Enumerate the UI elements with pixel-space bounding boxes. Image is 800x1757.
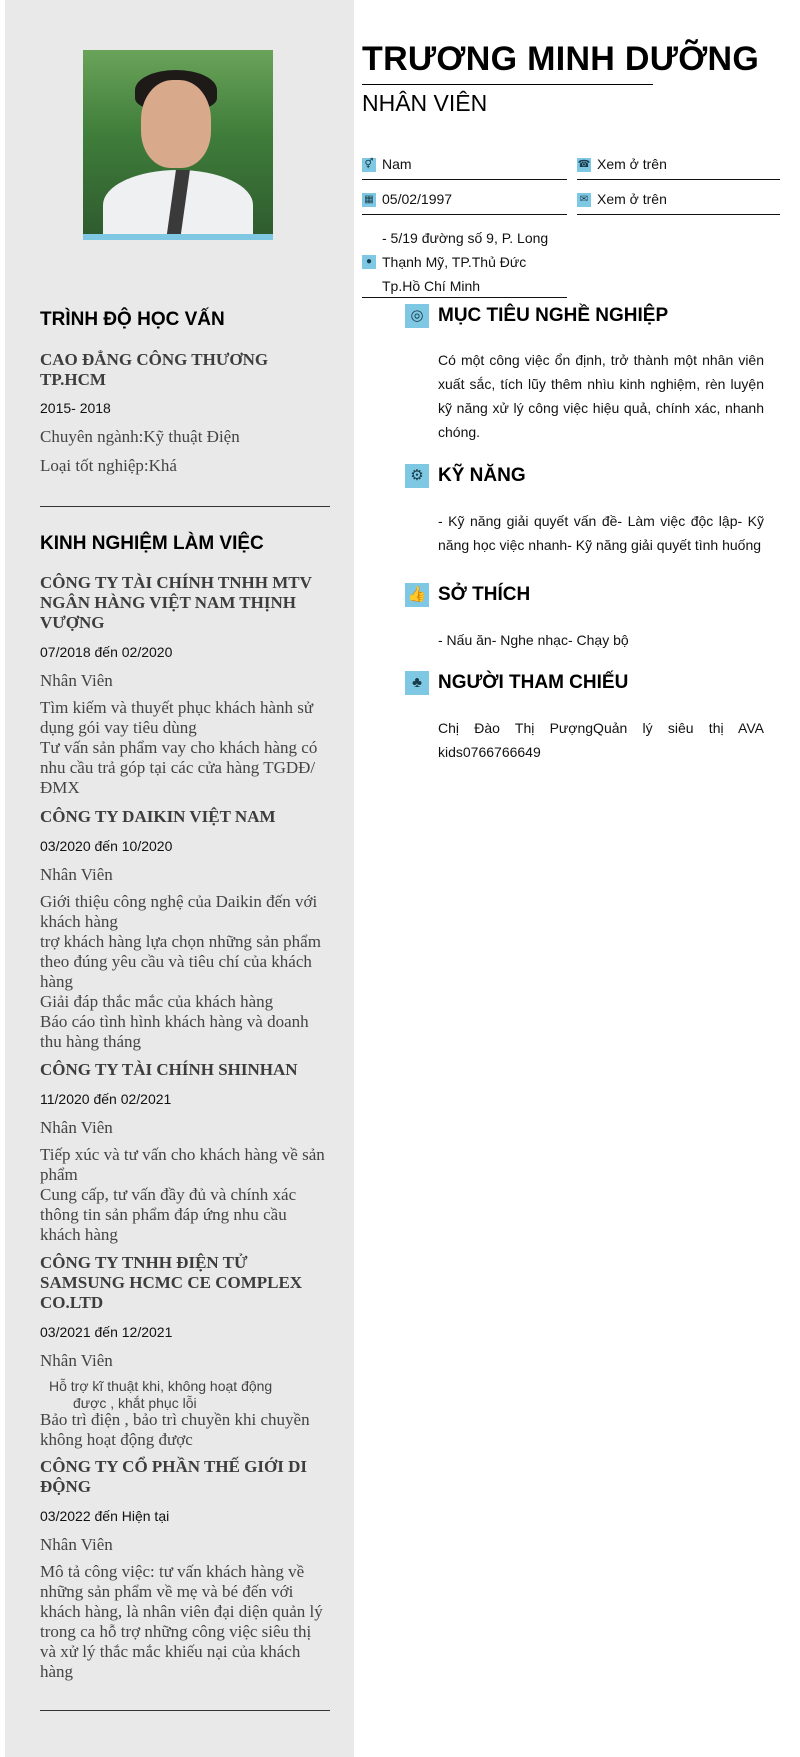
gender-value: Nam [382, 156, 412, 172]
experience-title: KINH NGHIỆM LÀM VIỆC [40, 533, 264, 554]
skills-title: KỸ NĂNG [438, 465, 526, 486]
school-name: CAO ĐẲNG CÔNG THƯƠNG TP.HCM [40, 350, 269, 389]
address-line: Thạnh Mỹ, TP.Thủ Đức [382, 254, 527, 270]
phone-value: Xem ở trên [597, 156, 667, 172]
job-description: Mô tả công việc: tư vấn khách hàng về những sản phẩm về mẹ và bé đến với khách hàng, là nhân viên đại diện quản lý trong ca hỗ trợ những công việc siêu thị và xử lý thắc mắc khiếu nại của khách hàng [40, 1562, 323, 1681]
photo-accent-bar [83, 234, 273, 240]
job-role: Nhân Viên [40, 1351, 113, 1370]
job-role: Nhân Viên [40, 1535, 113, 1554]
job-role: Nhân Viên [40, 671, 113, 690]
gear-icon: ⚙ [405, 464, 429, 488]
job-description: Hỗ trợ kĩ thuật khi, không hoạt động [49, 1378, 273, 1394]
gender-field [362, 154, 567, 180]
job-company: CÔNG TY TÀI CHÍNH TNHH MTV NGÂN HÀNG VIỆT NAM THỊNH VƯỢNG [40, 573, 312, 632]
profile-photo [83, 50, 273, 240]
job-description: Tìm kiếm và thuyết phục khách hành sử dụng gói vay tiêu dùng [40, 698, 314, 737]
location-pin-icon: ● [362, 255, 376, 269]
job-description: Tiếp xúc và tư vấn cho khách hàng về sản phẩm [40, 1145, 325, 1184]
education-years: 2015- 2018 [40, 400, 111, 416]
skills-text: - Kỹ năng giải quyết vấn đề- Làm việc độc lập- Kỹ năng học việc nhanh- Kỹ năng giải quyết tình huống [438, 513, 764, 553]
divider [362, 214, 567, 215]
gender-icon: ⚥ [362, 158, 376, 172]
references-title: NGƯỜI THAM CHIẾU [438, 672, 629, 693]
job-description: Cung cấp, tư vấn đầy đủ và chính xác thông tin sản phẩm đáp ứng nhu cầu khách hàng [40, 1185, 297, 1244]
job-description: Tư vấn sản phẩm vay cho khách hàng có nhu cầu trả góp tại các cửa hàng TGDĐ/ ĐMX [40, 738, 318, 797]
divider [40, 506, 330, 507]
job-company: CÔNG TY CỔ PHẦN THẾ GIỚI DI ĐỘNG [40, 1457, 308, 1496]
divider [362, 179, 567, 180]
phone-field [577, 154, 780, 180]
email-value: Xem ở trên [597, 191, 667, 207]
job-company: CÔNG TY TNHH ĐIỆN TỬ SAMSUNG HCMC CE COMPLEX CO.LTD [40, 1253, 303, 1312]
divider [40, 1710, 330, 1711]
hobbies-text: - Nấu ăn- Nghe nhạc- Chạy bộ [438, 632, 629, 648]
birthdate-field [362, 189, 567, 215]
job-description: Giới thiệu công nghệ của Daikin đến với khách hàng [40, 892, 318, 931]
divider [577, 214, 780, 215]
thumbs-up-icon: 👍 [405, 583, 429, 607]
job-description: Giải đáp thắc mắc của khách hàng [40, 992, 274, 1011]
people-icon: ♣ [405, 671, 429, 695]
job-description: Báo cáo tình hình khách hàng và doanh thu hàng tháng [40, 1012, 309, 1051]
job-period: 03/2020 đến 10/2020 [40, 838, 173, 854]
objective-text: Có một công việc ổn định, trở thành một nhân viên xuất sắc, tích lũy thêm nhìu kinh nghiệm, rèn luyện kỹ năng xử lý công việc hiệu quả, chính xác, nhanh chóng. [438, 352, 764, 440]
address-line: - 5/19 đường số 9, P. Long [382, 230, 549, 246]
address [382, 226, 572, 298]
job-period: 11/2020 đến 02/2021 [40, 1091, 172, 1107]
job-position: NHÂN VIÊN [362, 90, 488, 116]
full-name: TRƯƠNG MINH DƯỠNG [362, 40, 760, 78]
job-period: 07/2018 đến 02/2020 [40, 644, 173, 660]
education-grade: Loại tốt nghiệp:Khá [40, 456, 177, 475]
education-title: TRÌNH ĐỘ HỌC VẤN [40, 309, 225, 330]
references-text: Chị Đào Thị PượngQuản lý siêu thị AVA kids0766766649 [438, 720, 764, 760]
job-company: CÔNG TY DAIKIN VIỆT NAM [40, 807, 276, 826]
job-description: được , khắt phục lỗi [73, 1395, 197, 1411]
birthdate-value: 05/02/1997 [382, 191, 453, 207]
email-icon: ✉ [577, 193, 591, 207]
job-period: 03/2021 đến 12/2021 [40, 1324, 173, 1340]
calendar-icon: ▦ [362, 193, 376, 207]
job-role: Nhân Viên [40, 1118, 113, 1137]
name-underline [362, 84, 653, 85]
job-company: CÔNG TY TÀI CHÍNH SHINHAN [40, 1060, 298, 1079]
address-line: Tp.Hồ Chí Minh [382, 278, 481, 294]
job-description: Bảo trì điện , bảo trì chuyền khi chuyền không hoạt động được [40, 1410, 310, 1449]
email-field [577, 189, 780, 215]
photo-face [141, 80, 211, 168]
target-icon: ◎ [405, 304, 429, 328]
phone-icon: ☎ [577, 159, 591, 170]
hobbies-title: SỞ THÍCH [438, 584, 531, 605]
divider [362, 297, 567, 298]
education-major: Chuyên ngành:Kỹ thuật Điện [40, 427, 240, 446]
job-period: 03/2022 đến Hiện tại [40, 1508, 170, 1524]
job-description: trợ khách hàng lựa chọn những sản phẩm theo đúng yêu cầu và tiêu chí của khách hàng [40, 932, 321, 991]
job-role: Nhân Viên [40, 865, 113, 884]
objective-title: MỤC TIÊU NGHỀ NGHIỆP [438, 305, 669, 326]
divider [577, 179, 780, 180]
